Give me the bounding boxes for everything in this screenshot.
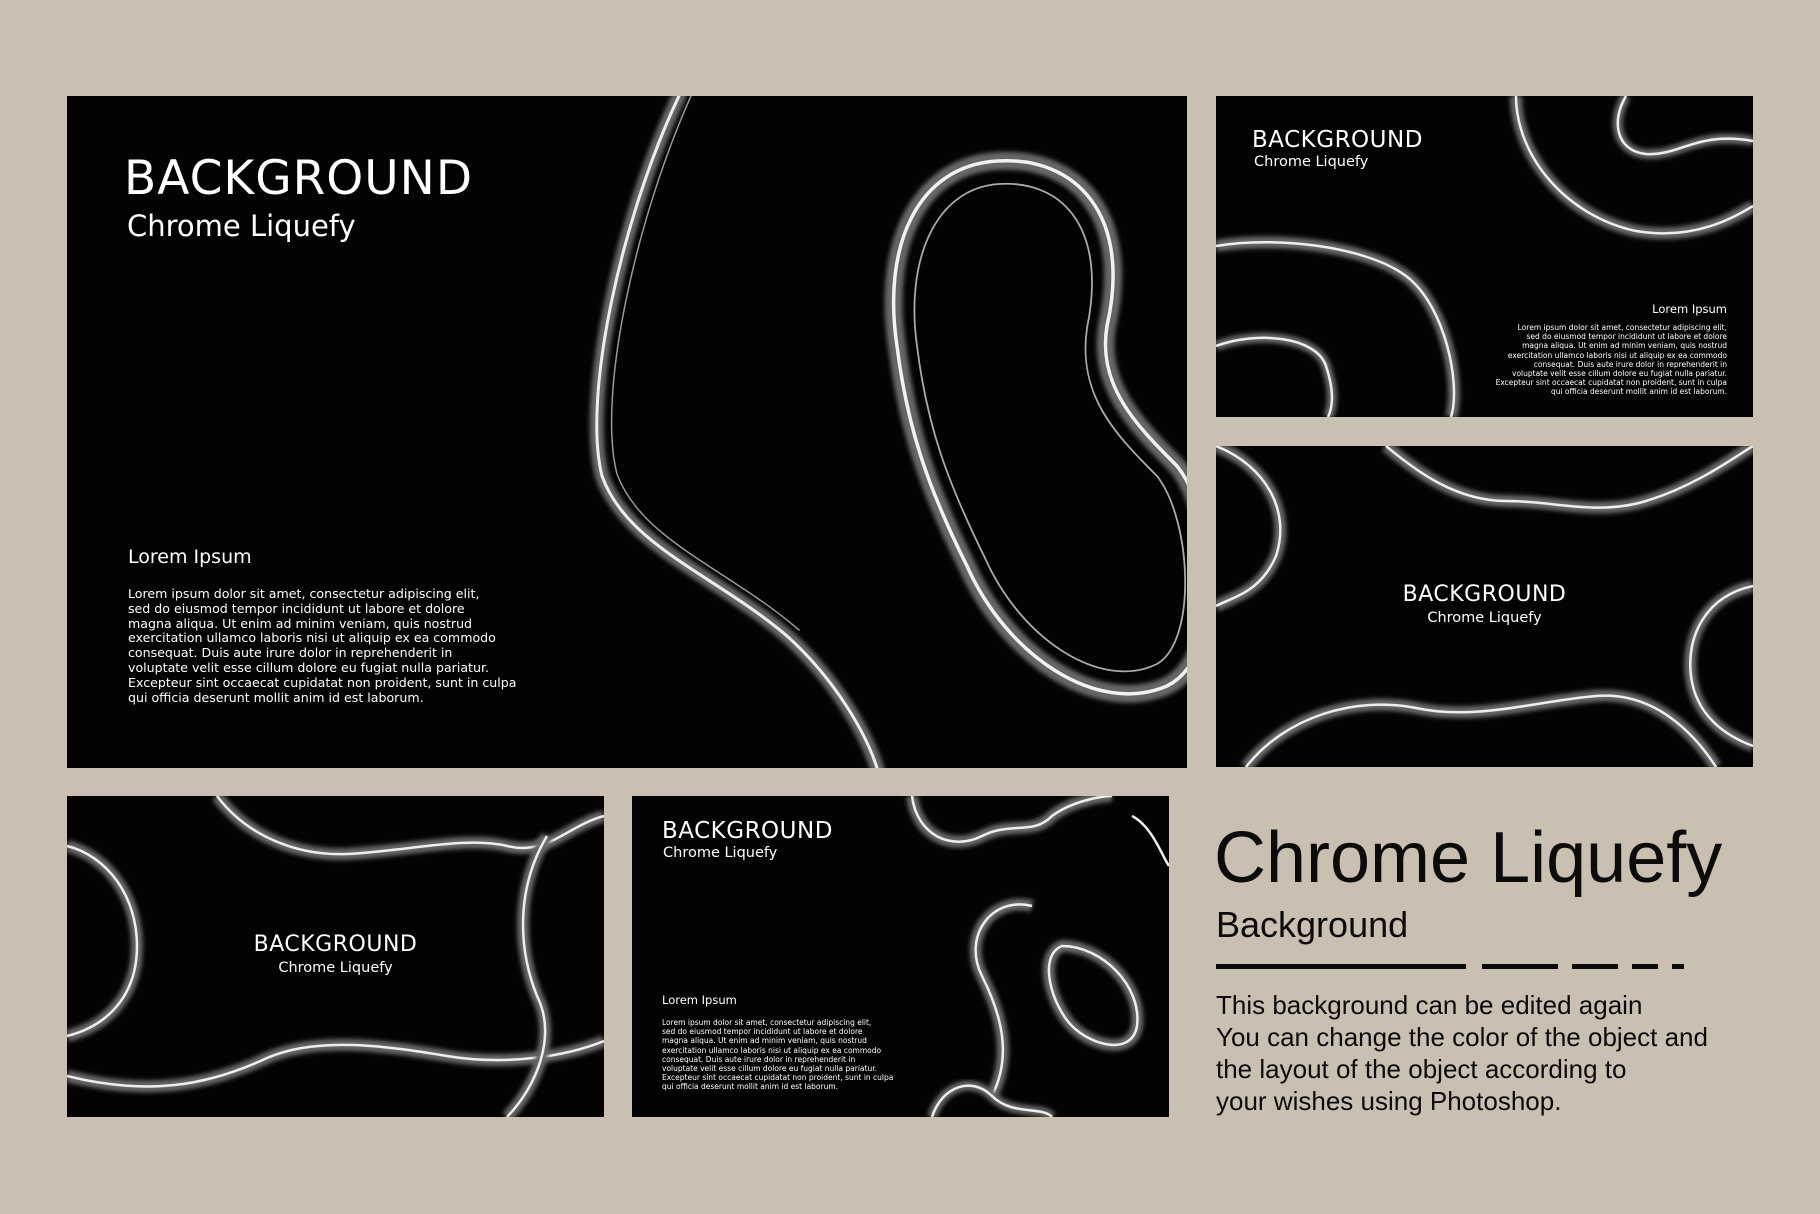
card-title: BACKGROUND [1252,127,1423,153]
preview-card-large [67,96,1187,768]
card-body-text: Lorem ipsum dolor sit amet, consectetur adipiscing elit, sed do eiusmod tempor incididunt ut labore et dolore magna aliqua. Ut enim ad minim veniam, quis nostrud exercitation ullamco laboris nisi ut aliquip ex ea commodo consequat. Duis aute irure dolor in reprehenderit in voluptate velit esse cillum dolore eu fugiat nulla pariatur. Excepteur sint occaecat cupidatat non proident, sunt in culpa qui officia deserunt mollit anim id est laborum. [662,1018,894,1092]
card-label: Lorem Ipsum [128,546,252,568]
card-subtitle: Chrome Liquefy [663,845,778,861]
dashed-divider [1216,964,1756,972]
preview-card-middle-right [1216,446,1753,767]
card-title: BACKGROUND [662,818,833,844]
card-subtitle: Chrome Liquefy [1254,154,1369,170]
promo-description: This background can be edited again You can change the color of the object and the layout of the object according to your wishes using Photoshop. [1216,990,1708,1116]
card-body-text: Lorem ipsum dolor sit amet, consectetur adipiscing elit, sed do eiusmod tempor incididunt ut labore et dolore magna aliqua. Ut enim ad minim veniam, quis nostrud exercitation ullamco laboris nisi ut aliquip ex ea commodo consequat. Duis aute irure dolor in reprehenderit in voluptate velit esse cillum dolore eu fugiat nulla pariatur. Excepteur sint occaecat cupidatat non proident, sunt in culpa qui officia deserunt mollit anim id est laborum. [128,586,517,705]
preview-card-bottom-middle [632,796,1169,1117]
card-subtitle: Chrome Liquefy [127,209,356,243]
card-title: BACKGROUND [1402,582,1567,607]
card-body-text: Lorem ipsum dolor sit amet, consectetur adipiscing elit, sed do eiusmod tempor incididunt ut labore et dolore magna aliqua. Ut enim ad minim veniam, quis nostrud exercitation ullamco laboris nisi ut aliquip ex ea commodo consequat. Duis aute irure dolor in reprehenderit in voluptate velit esse cillum dolore eu fugiat nulla pariatur. Excepteur sint occaecat cupidatat non proident, sunt in culpa qui officia deserunt mollit anim id est laborum. [1495,323,1727,397]
card-title: BACKGROUND [124,151,474,206]
card-subtitle: Chrome Liquefy [1427,610,1542,626]
card-label: Lorem Ipsum [1652,302,1727,316]
promo-title: Chrome Liquefy [1214,818,1723,898]
card-title: BACKGROUND [253,932,418,957]
promo-subtitle: Background [1216,904,1409,945]
preview-card-bottom-left [67,796,604,1117]
card-label: Lorem Ipsum [662,993,737,1007]
preview-card-top-right [1216,96,1753,417]
card-subtitle: Chrome Liquefy [278,960,393,976]
